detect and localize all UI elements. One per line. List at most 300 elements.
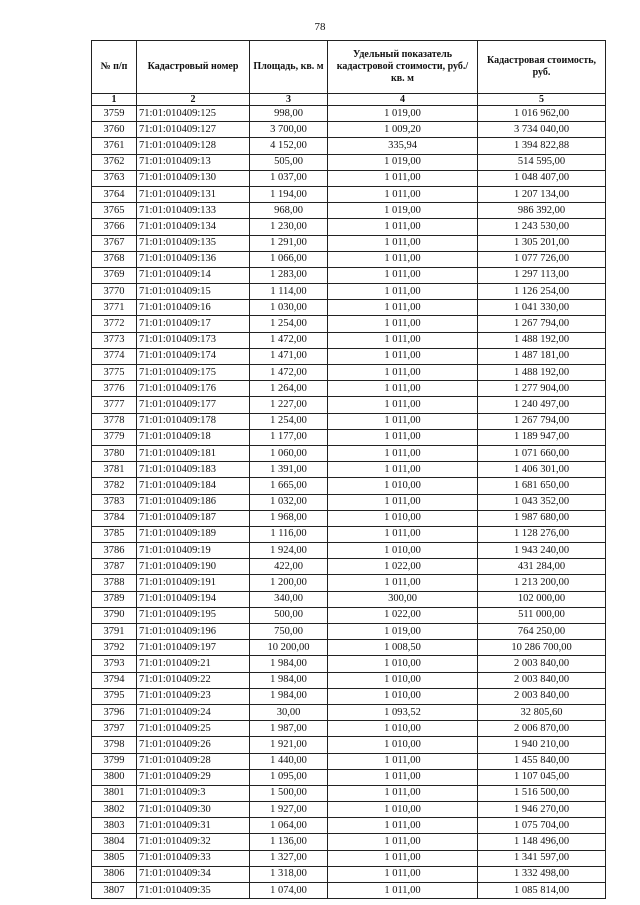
column-number: 5 (478, 94, 606, 106)
row-number: 3781 (92, 462, 137, 478)
specific-value: 1 011,00 (328, 332, 478, 348)
cadastral-cost: 1 267 794,00 (478, 316, 606, 332)
cadastral-cost: 1 213 200,00 (478, 575, 606, 591)
row-number: 3765 (92, 203, 137, 219)
cadastral-cost: 1 016 962,00 (478, 106, 606, 122)
area: 1 066,00 (250, 251, 328, 267)
cadastral-cost: 1 987 680,00 (478, 510, 606, 526)
cadastral-cost: 1 681 650,00 (478, 478, 606, 494)
specific-value: 1 011,00 (328, 834, 478, 850)
cadastral-number: 71:01:010409:194 (137, 591, 250, 607)
area: 750,00 (250, 624, 328, 640)
cadastral-cost: 986 392,00 (478, 203, 606, 219)
area: 1 074,00 (250, 883, 328, 899)
cadastral-cost: 1 488 192,00 (478, 332, 606, 348)
cadastral-cost: 1 267 794,00 (478, 413, 606, 429)
area: 3 700,00 (250, 122, 328, 138)
row-number: 3783 (92, 494, 137, 510)
cadastral-number: 71:01:010409:191 (137, 575, 250, 591)
cadastral-number: 71:01:010409:15 (137, 284, 250, 300)
cadastral-number: 71:01:010409:34 (137, 866, 250, 882)
cadastral-number: 71:01:010409:197 (137, 640, 250, 656)
cadastral-cost: 2 006 870,00 (478, 721, 606, 737)
table-row (92, 106, 606, 122)
row-number: 3759 (92, 106, 137, 122)
cadastral-number: 71:01:010409:19 (137, 543, 250, 559)
specific-value: 1 010,00 (328, 737, 478, 753)
row-number: 3793 (92, 656, 137, 672)
cadastral-cost: 1 332 498,00 (478, 866, 606, 882)
table-row (92, 462, 606, 478)
cadastral-cost: 764 250,00 (478, 624, 606, 640)
row-number: 3784 (92, 510, 137, 526)
cadastral-cost: 1 406 301,00 (478, 462, 606, 478)
table-row (92, 850, 606, 866)
row-number: 3782 (92, 478, 137, 494)
cadastral-cost: 1 455 840,00 (478, 753, 606, 769)
table-row (92, 624, 606, 640)
cadastral-number: 71:01:010409:26 (137, 737, 250, 753)
specific-value: 1 009,20 (328, 122, 478, 138)
cadastral-cost: 1 107 045,00 (478, 769, 606, 785)
table-row (92, 688, 606, 704)
header-cadastral-cost: Кадастровая стоимость, руб. (478, 41, 606, 94)
specific-value: 1 022,00 (328, 607, 478, 623)
cadastral-number: 71:01:010409:133 (137, 203, 250, 219)
row-number: 3806 (92, 866, 137, 882)
table-header-row (92, 41, 606, 94)
area: 1 177,00 (250, 429, 328, 445)
table-row (92, 284, 606, 300)
row-number: 3798 (92, 737, 137, 753)
row-number: 3771 (92, 300, 137, 316)
area: 1 968,00 (250, 510, 328, 526)
cadastral-cost: 1 341 597,00 (478, 850, 606, 866)
row-number: 3766 (92, 219, 137, 235)
area: 1 984,00 (250, 672, 328, 688)
cadastral-cost: 1 277 904,00 (478, 381, 606, 397)
row-number: 3788 (92, 575, 137, 591)
specific-value: 1 019,00 (328, 106, 478, 122)
table-row (92, 122, 606, 138)
header-area: Площадь, кв. м (250, 41, 328, 94)
cadastral-number: 71:01:010409:18 (137, 429, 250, 445)
area: 1 283,00 (250, 267, 328, 283)
area: 1 200,00 (250, 575, 328, 591)
table-row (92, 365, 606, 381)
cadastral-cost: 1 516 500,00 (478, 785, 606, 801)
area: 1 264,00 (250, 381, 328, 397)
cadastral-cost: 1 043 352,00 (478, 494, 606, 510)
cadastral-cost: 1 048 407,00 (478, 170, 606, 186)
cadastral-number: 71:01:010409:128 (137, 138, 250, 154)
specific-value: 1 011,00 (328, 445, 478, 461)
column-number: 4 (328, 94, 478, 106)
row-number: 3764 (92, 186, 137, 202)
specific-value: 1 011,00 (328, 267, 478, 283)
header-specific-value: Удельный показатель кадастровой стоимости, руб./кв. м (328, 41, 478, 94)
cadastral-number: 71:01:010409:31 (137, 818, 250, 834)
row-number: 3802 (92, 802, 137, 818)
cadastral-cost: 431 284,00 (478, 559, 606, 575)
cadastral-number: 71:01:010409:187 (137, 510, 250, 526)
page-number: 78 (314, 21, 326, 33)
row-number: 3797 (92, 721, 137, 737)
table-row (92, 138, 606, 154)
cadastral-number: 71:01:010409:25 (137, 721, 250, 737)
cadastral-cost: 1 085 814,00 (478, 883, 606, 899)
cadastral-number: 71:01:010409:134 (137, 219, 250, 235)
specific-value: 1 010,00 (328, 672, 478, 688)
specific-value: 1 010,00 (328, 802, 478, 818)
table-row (92, 267, 606, 283)
area: 340,00 (250, 591, 328, 607)
cadastral-number: 71:01:010409:125 (137, 106, 250, 122)
cadastral-number: 71:01:010409:32 (137, 834, 250, 850)
table-row (92, 640, 606, 656)
cadastral-number: 71:01:010409:127 (137, 122, 250, 138)
row-number: 3796 (92, 704, 137, 720)
specific-value: 1 011,00 (328, 850, 478, 866)
cadastral-cost: 2 003 840,00 (478, 672, 606, 688)
column-number: 3 (250, 94, 328, 106)
cadastral-number: 71:01:010409:186 (137, 494, 250, 510)
area: 1 327,00 (250, 850, 328, 866)
specific-value: 300,00 (328, 591, 478, 607)
cadastral-number: 71:01:010409:135 (137, 235, 250, 251)
table-row (92, 818, 606, 834)
cadastral-cost: 1 940 210,00 (478, 737, 606, 753)
table-row (92, 883, 606, 899)
row-number: 3792 (92, 640, 137, 656)
area: 1 254,00 (250, 413, 328, 429)
cadastral-value-table (91, 40, 606, 899)
row-number: 3767 (92, 235, 137, 251)
area: 1 037,00 (250, 170, 328, 186)
specific-value: 1 011,00 (328, 316, 478, 332)
table-row (92, 526, 606, 542)
row-number: 3779 (92, 429, 137, 445)
cadastral-cost: 1 305 201,00 (478, 235, 606, 251)
area: 1 440,00 (250, 753, 328, 769)
table-body (92, 106, 606, 899)
table-row (92, 737, 606, 753)
specific-value: 1 011,00 (328, 348, 478, 364)
cadastral-cost: 1 189 947,00 (478, 429, 606, 445)
area: 1 318,00 (250, 866, 328, 882)
cadastral-cost: 1 943 240,00 (478, 543, 606, 559)
specific-value: 1 011,00 (328, 365, 478, 381)
table-row (92, 154, 606, 170)
specific-value: 1 011,00 (328, 413, 478, 429)
cadastral-cost: 1 077 726,00 (478, 251, 606, 267)
specific-value: 1 011,00 (328, 769, 478, 785)
row-number: 3786 (92, 543, 137, 559)
area: 1 921,00 (250, 737, 328, 753)
row-number: 3789 (92, 591, 137, 607)
header-cadastral-number: Кадастровый номер (137, 41, 250, 94)
table-row (92, 607, 606, 623)
specific-value: 1 019,00 (328, 624, 478, 640)
cadastral-cost: 1 207 134,00 (478, 186, 606, 202)
area: 1 665,00 (250, 478, 328, 494)
table-row (92, 543, 606, 559)
specific-value: 1 011,00 (328, 753, 478, 769)
cadastral-cost: 514 595,00 (478, 154, 606, 170)
cadastral-cost: 1 394 822,88 (478, 138, 606, 154)
row-number: 3763 (92, 170, 137, 186)
row-number: 3773 (92, 332, 137, 348)
specific-value: 1 011,00 (328, 300, 478, 316)
table-row (92, 559, 606, 575)
cadastral-number: 71:01:010409:175 (137, 365, 250, 381)
table-row (92, 332, 606, 348)
cadastral-number: 71:01:010409:16 (137, 300, 250, 316)
table-row (92, 478, 606, 494)
area: 1 114,00 (250, 284, 328, 300)
cadastral-cost: 3 734 040,00 (478, 122, 606, 138)
row-number: 3807 (92, 883, 137, 899)
table-row (92, 494, 606, 510)
specific-value: 1 011,00 (328, 462, 478, 478)
table-row (92, 316, 606, 332)
table-row (92, 170, 606, 186)
specific-value: 1 011,00 (328, 381, 478, 397)
area: 1 984,00 (250, 688, 328, 704)
cadastral-number: 71:01:010409:3 (137, 785, 250, 801)
column-number-row (92, 94, 606, 106)
cadastral-number: 71:01:010409:22 (137, 672, 250, 688)
specific-value: 1 011,00 (328, 284, 478, 300)
cadastral-cost: 511 000,00 (478, 607, 606, 623)
row-number: 3780 (92, 445, 137, 461)
cadastral-number: 71:01:010409:130 (137, 170, 250, 186)
column-number: 2 (137, 94, 250, 106)
area: 1 472,00 (250, 332, 328, 348)
specific-value: 1 011,00 (328, 235, 478, 251)
cadastral-number: 71:01:010409:177 (137, 397, 250, 413)
row-number: 3776 (92, 381, 137, 397)
table-row (92, 203, 606, 219)
table-row (92, 672, 606, 688)
column-number: 1 (92, 94, 137, 106)
table-row (92, 704, 606, 720)
specific-value: 1 011,00 (328, 494, 478, 510)
specific-value: 1 019,00 (328, 154, 478, 170)
area: 1 500,00 (250, 785, 328, 801)
row-number: 3785 (92, 526, 137, 542)
table-row (92, 721, 606, 737)
row-number: 3768 (92, 251, 137, 267)
table-row (92, 575, 606, 591)
cadastral-number: 71:01:010409:23 (137, 688, 250, 704)
area: 1 391,00 (250, 462, 328, 478)
cadastral-number: 71:01:010409:17 (137, 316, 250, 332)
specific-value: 1 022,00 (328, 559, 478, 575)
specific-value: 1 093,52 (328, 704, 478, 720)
area: 1 987,00 (250, 721, 328, 737)
table-row (92, 300, 606, 316)
specific-value: 1 011,00 (328, 186, 478, 202)
area: 1 927,00 (250, 802, 328, 818)
row-number: 3805 (92, 850, 137, 866)
row-number: 3772 (92, 316, 137, 332)
cadastral-number: 71:01:010409:131 (137, 186, 250, 202)
table-row (92, 445, 606, 461)
row-number: 3777 (92, 397, 137, 413)
area: 1 471,00 (250, 348, 328, 364)
cadastral-cost: 10 286 700,00 (478, 640, 606, 656)
area: 1 032,00 (250, 494, 328, 510)
table-row (92, 656, 606, 672)
specific-value: 1 010,00 (328, 688, 478, 704)
specific-value: 1 011,00 (328, 883, 478, 899)
area: 1 254,00 (250, 316, 328, 332)
specific-value: 1 011,00 (328, 818, 478, 834)
table-row (92, 769, 606, 785)
table-row (92, 397, 606, 413)
cadastral-cost: 1 297 113,00 (478, 267, 606, 283)
cadastral-cost: 1 487 181,00 (478, 348, 606, 364)
cadastral-number: 71:01:010409:13 (137, 154, 250, 170)
table-row (92, 219, 606, 235)
table-row (92, 834, 606, 850)
specific-value: 335,94 (328, 138, 478, 154)
row-number: 3795 (92, 688, 137, 704)
row-number: 3787 (92, 559, 137, 575)
cadastral-number: 71:01:010409:35 (137, 883, 250, 899)
row-number: 3803 (92, 818, 137, 834)
cadastral-number: 71:01:010409:184 (137, 478, 250, 494)
table-row (92, 510, 606, 526)
cadastral-cost: 1 126 254,00 (478, 284, 606, 300)
row-number: 3804 (92, 834, 137, 850)
header-num: № п/п (92, 41, 137, 94)
area: 505,00 (250, 154, 328, 170)
area: 1 291,00 (250, 235, 328, 251)
cadastral-cost: 1 488 192,00 (478, 365, 606, 381)
table-row (92, 235, 606, 251)
area: 1 064,00 (250, 818, 328, 834)
specific-value: 1 010,00 (328, 543, 478, 559)
cadastral-number: 71:01:010409:176 (137, 381, 250, 397)
area: 1 060,00 (250, 445, 328, 461)
row-number: 3762 (92, 154, 137, 170)
cadastral-number: 71:01:010409:173 (137, 332, 250, 348)
area: 1 984,00 (250, 656, 328, 672)
table-row (92, 381, 606, 397)
cadastral-cost: 1 243 530,00 (478, 219, 606, 235)
row-number: 3800 (92, 769, 137, 785)
area: 1 116,00 (250, 526, 328, 542)
cadastral-cost: 2 003 840,00 (478, 688, 606, 704)
specific-value: 1 011,00 (328, 785, 478, 801)
cadastral-number: 71:01:010409:178 (137, 413, 250, 429)
table-row (92, 413, 606, 429)
cadastral-cost: 102 000,00 (478, 591, 606, 607)
specific-value: 1 010,00 (328, 510, 478, 526)
specific-value: 1 010,00 (328, 478, 478, 494)
row-number: 3769 (92, 267, 137, 283)
row-number: 3801 (92, 785, 137, 801)
specific-value: 1 010,00 (328, 721, 478, 737)
specific-value: 1 011,00 (328, 219, 478, 235)
area: 1 924,00 (250, 543, 328, 559)
cadastral-number: 71:01:010409:33 (137, 850, 250, 866)
area: 1 194,00 (250, 186, 328, 202)
cadastral-cost: 1 041 330,00 (478, 300, 606, 316)
table-row (92, 753, 606, 769)
specific-value: 1 011,00 (328, 251, 478, 267)
cadastral-cost: 1 128 276,00 (478, 526, 606, 542)
cadastral-number: 71:01:010409:21 (137, 656, 250, 672)
cadastral-number: 71:01:010409:136 (137, 251, 250, 267)
cadastral-number: 71:01:010409:30 (137, 802, 250, 818)
cadastral-number: 71:01:010409:189 (137, 526, 250, 542)
row-number: 3794 (92, 672, 137, 688)
row-number: 3770 (92, 284, 137, 300)
table-row (92, 251, 606, 267)
table-row (92, 348, 606, 364)
area: 998,00 (250, 106, 328, 122)
cadastral-number: 71:01:010409:24 (137, 704, 250, 720)
area: 1 472,00 (250, 365, 328, 381)
cadastral-number: 71:01:010409:28 (137, 753, 250, 769)
cadastral-cost: 1 946 270,00 (478, 802, 606, 818)
table-row (92, 802, 606, 818)
row-number: 3790 (92, 607, 137, 623)
cadastral-number: 71:01:010409:181 (137, 445, 250, 461)
cadastral-number: 71:01:010409:174 (137, 348, 250, 364)
cadastral-number: 71:01:010409:183 (137, 462, 250, 478)
row-number: 3791 (92, 624, 137, 640)
cadastral-cost: 32 805,60 (478, 704, 606, 720)
specific-value: 1 019,00 (328, 203, 478, 219)
cadastral-number: 71:01:010409:14 (137, 267, 250, 283)
table-row (92, 785, 606, 801)
specific-value: 1 008,50 (328, 640, 478, 656)
specific-value: 1 011,00 (328, 429, 478, 445)
specific-value: 1 011,00 (328, 575, 478, 591)
row-number: 3761 (92, 138, 137, 154)
row-number: 3799 (92, 753, 137, 769)
area: 4 152,00 (250, 138, 328, 154)
table-row (92, 591, 606, 607)
area: 500,00 (250, 607, 328, 623)
area: 1 136,00 (250, 834, 328, 850)
area: 1 230,00 (250, 219, 328, 235)
area: 1 030,00 (250, 300, 328, 316)
table-row (92, 866, 606, 882)
cadastral-cost: 1 075 704,00 (478, 818, 606, 834)
table-row (92, 429, 606, 445)
area: 1 227,00 (250, 397, 328, 413)
area: 30,00 (250, 704, 328, 720)
table-row (92, 186, 606, 202)
specific-value: 1 011,00 (328, 397, 478, 413)
specific-value: 1 011,00 (328, 866, 478, 882)
specific-value: 1 011,00 (328, 526, 478, 542)
row-number: 3775 (92, 365, 137, 381)
specific-value: 1 010,00 (328, 656, 478, 672)
area: 422,00 (250, 559, 328, 575)
cadastral-number: 71:01:010409:196 (137, 624, 250, 640)
row-number: 3774 (92, 348, 137, 364)
cadastral-cost: 2 003 840,00 (478, 656, 606, 672)
cadastral-number: 71:01:010409:190 (137, 559, 250, 575)
cadastral-number: 71:01:010409:195 (137, 607, 250, 623)
area: 968,00 (250, 203, 328, 219)
